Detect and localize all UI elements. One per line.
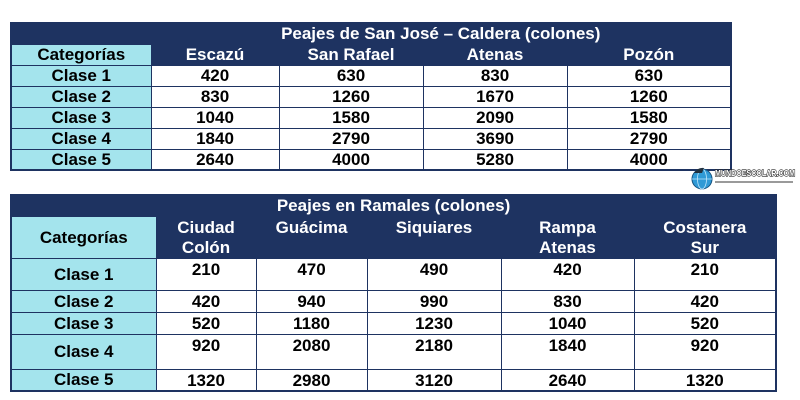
t2-column-header-guacima: [256, 216, 367, 258]
t2-cell-clase-5-guacima: 2980: [256, 369, 367, 391]
t1-row-clase-5: [11, 149, 731, 170]
t1-row-clase-2: [11, 86, 731, 107]
t1-cell-clase-3-escazu: 1040: [151, 107, 279, 128]
t1-row-label-clase-2: Clase 2: [11, 86, 151, 107]
t1-title-corner-cell: [11, 23, 151, 44]
t1-cell-clase-3-san-rafael: 1580: [279, 107, 423, 128]
logo-wordmark: MUNDOESCOLAR.COM: [715, 168, 795, 178]
t2-cell-clase-1-siquiares: 490: [367, 258, 501, 290]
t2-column-header-rampa-atenas: [501, 216, 634, 258]
t2-column-header-ciudad-colon: [156, 216, 256, 258]
t2-column-header-rampa-atenas-line-1: Rampa: [539, 217, 596, 237]
t2-cell-clase-3-siquiares: 1230: [367, 312, 501, 334]
t2-cell-clase-5-ciudad-colon: 1320: [156, 369, 256, 391]
t2-cell-clase-1-costanera-sur: 210: [634, 258, 776, 290]
t2-cell-clase-3-guacima: 1180: [256, 312, 367, 334]
t2-title-row: [11, 195, 776, 216]
t2-column-header-siquiares: [367, 216, 501, 258]
t1-cell-clase-1-escazu: 420: [151, 65, 279, 86]
t1-cell-clase-3-atenas: 2090: [423, 107, 567, 128]
t1-row-label-clase-3: Clase 3: [11, 107, 151, 128]
t2-cell-clase-4-guacima: 2080: [256, 334, 367, 369]
t2-cell-clase-5-costanera-sur: 1320: [634, 369, 776, 391]
t1-cell-clase-3-pozon: 1580: [567, 107, 731, 128]
t2-cell-clase-2-rampa-atenas: 830: [501, 290, 634, 312]
t2-column-header-rampa-atenas-line-2: Atenas: [539, 237, 596, 257]
t2-category-header: Categorías: [11, 216, 156, 258]
t1-row-clase-3: [11, 107, 731, 128]
t2-cell-clase-2-siquiares: 990: [367, 290, 501, 312]
t2-row-label-clase-3: Clase 3: [11, 312, 156, 334]
t2-column-header-guacima-line-1: Guácima: [275, 217, 348, 237]
t2-cell-clase-3-costanera-sur: 520: [634, 312, 776, 334]
t1-row-label-clase-1: Clase 1: [11, 65, 151, 86]
t1-column-header-escazu: Escazú: [151, 44, 279, 65]
t1-column-header-pozon: Pozón: [567, 44, 731, 65]
t1-header-row: [11, 44, 731, 65]
t2-cell-clase-1-rampa-atenas: 420: [501, 258, 634, 290]
t2-row-clase-3: [11, 312, 776, 334]
t2-cell-clase-3-ciudad-colon: 520: [156, 312, 256, 334]
t1-cell-clase-4-atenas: 3690: [423, 128, 567, 149]
t1-column-header-atenas: Atenas: [423, 44, 567, 65]
globe-icon: [692, 168, 712, 189]
t2-cell-clase-3-rampa-atenas: 1040: [501, 312, 634, 334]
t1-row-clase-4: [11, 128, 731, 149]
t2-column-header-ciudad-colon-line-2: Colón: [181, 237, 231, 257]
t2-column-header-costanera-sur-line-1: Costanera: [663, 217, 747, 237]
t1-row-label-clase-4: Clase 4: [11, 128, 151, 149]
ramales-toll-table: [10, 194, 777, 392]
t2-row-clase-5: [11, 369, 776, 391]
t1-cell-clase-5-san-rafael: 4000: [279, 149, 423, 170]
t2-cell-clase-4-rampa-atenas: 1840: [501, 334, 634, 369]
t1-cell-clase-2-escazu: 830: [151, 86, 279, 107]
t1-column-header-san-rafael: San Rafael: [279, 44, 423, 65]
t1-title-row: [11, 23, 731, 44]
t1-cell-clase-5-pozon: 4000: [567, 149, 731, 170]
t2-column-header-ciudad-colon-line-1: Ciudad: [177, 217, 235, 237]
t2-row-clase-2: [11, 290, 776, 312]
t2-cell-clase-2-costanera-sur: 420: [634, 290, 776, 312]
t1-cell-clase-1-pozon: 630: [567, 65, 731, 86]
t2-row-clase-4: [11, 334, 776, 369]
t2-cell-clase-5-siquiares: 3120: [367, 369, 501, 391]
t2-row-label-clase-5: Clase 5: [11, 369, 156, 391]
site-logo: [688, 164, 798, 194]
t1-row-label-clase-5: Clase 5: [11, 149, 151, 170]
t2-column-header-siquiares-line-1: Siquiares: [395, 217, 473, 237]
t1-cell-clase-1-atenas: 830: [423, 65, 567, 86]
t1-cell-clase-5-atenas: 5280: [423, 149, 567, 170]
t1-cell-clase-1-san-rafael: 630: [279, 65, 423, 86]
t2-column-header-costanera-sur: [634, 216, 776, 258]
t1-cell-clase-2-pozon: 1260: [567, 86, 731, 107]
t1-cell-clase-4-san-rafael: 2790: [279, 128, 423, 149]
san-jose-caldera-toll-table: [10, 22, 732, 171]
t2-column-header-costanera-sur-line-2: Sur: [690, 237, 719, 257]
t1-category-header: Categorías: [11, 44, 151, 65]
t2-cell-clase-4-costanera-sur: 920: [634, 334, 776, 369]
t2-cell-clase-1-ciudad-colon: 210: [156, 258, 256, 290]
t1-title: Peajes de San José – Caldera (colones): [151, 23, 731, 44]
t1-row-clase-1: [11, 65, 731, 86]
t2-row-label-clase-2: Clase 2: [11, 290, 156, 312]
t2-title: Peajes en Ramales (colones): [11, 195, 776, 216]
t2-cell-clase-1-guacima: 470: [256, 258, 367, 290]
logo-tagline: [715, 181, 793, 183]
t2-row-label-clase-4: Clase 4: [11, 334, 156, 369]
t1-cell-clase-2-san-rafael: 1260: [279, 86, 423, 107]
t2-cell-clase-4-ciudad-colon: 920: [156, 334, 256, 369]
t2-row-label-clase-1: Clase 1: [11, 258, 156, 290]
t2-cell-clase-2-ciudad-colon: 420: [156, 290, 256, 312]
t2-cell-clase-2-guacima: 940: [256, 290, 367, 312]
t2-header-row: [11, 216, 776, 258]
t1-cell-clase-2-atenas: 1670: [423, 86, 567, 107]
t2-cell-clase-5-rampa-atenas: 2640: [501, 369, 634, 391]
t1-cell-clase-5-escazu: 2640: [151, 149, 279, 170]
t2-cell-clase-4-siquiares: 2180: [367, 334, 501, 369]
t2-row-clase-1: [11, 258, 776, 290]
t1-cell-clase-4-pozon: 2790: [567, 128, 731, 149]
t1-cell-clase-4-escazu: 1840: [151, 128, 279, 149]
